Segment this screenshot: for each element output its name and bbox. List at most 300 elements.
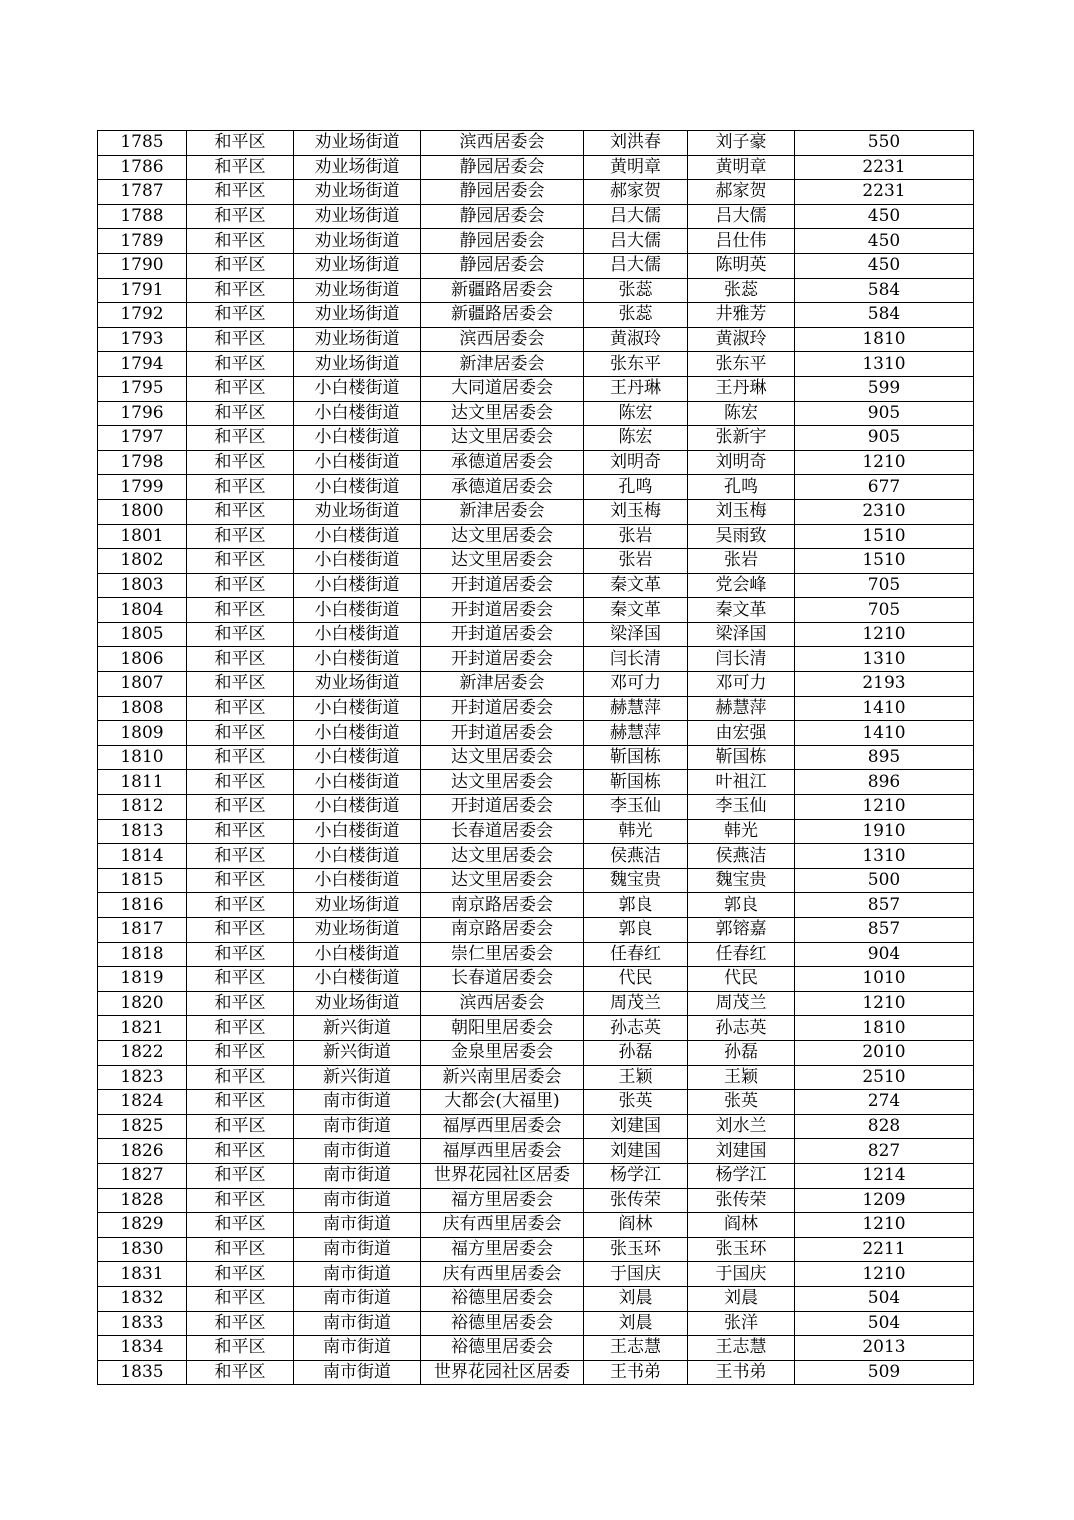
cell-street: 南市街道 <box>294 1262 421 1287</box>
cell-member: 张蕊 <box>688 278 795 303</box>
cell-applicant: 黄淑玲 <box>584 327 688 352</box>
cell-applicant: 于国庆 <box>584 1262 688 1287</box>
cell-applicant: 张传荣 <box>584 1188 688 1213</box>
cell-applicant: 王丹琳 <box>584 376 688 401</box>
table-row <box>98 745 974 770</box>
cell-applicant: 韩光 <box>584 819 688 844</box>
cell-street: 小白楼街道 <box>294 942 421 967</box>
cell-member: 代民 <box>688 967 795 992</box>
cell-applicant: 魏宝贵 <box>584 868 688 893</box>
cell-amount: 1214 <box>795 1163 974 1188</box>
cell-district: 和平区 <box>187 942 294 967</box>
cell-row-number: 1831 <box>98 1262 187 1287</box>
cell-row-number: 1819 <box>98 967 187 992</box>
table-row <box>98 1114 974 1139</box>
cell-street: 小白楼街道 <box>294 622 421 647</box>
cell-member: 侯燕洁 <box>688 844 795 869</box>
cell-amount: 2013 <box>795 1336 974 1361</box>
table-row <box>98 131 974 156</box>
cell-committee: 南京路居委会 <box>421 893 584 918</box>
cell-district: 和平区 <box>187 991 294 1016</box>
cell-committee: 承德道居委会 <box>421 475 584 500</box>
cell-street: 劝业场街道 <box>294 278 421 303</box>
cell-amount: 905 <box>795 426 974 451</box>
cell-district: 和平区 <box>187 844 294 869</box>
cell-row-number: 1817 <box>98 918 187 943</box>
cell-applicant: 梁泽国 <box>584 622 688 647</box>
cell-amount: 550 <box>795 131 974 156</box>
cell-row-number: 1787 <box>98 180 187 205</box>
cell-row-number: 1810 <box>98 745 187 770</box>
cell-committee: 开封道居委会 <box>421 598 584 623</box>
cell-amount: 1210 <box>795 795 974 820</box>
cell-applicant: 张蕊 <box>584 303 688 328</box>
cell-row-number: 1823 <box>98 1065 187 1090</box>
cell-row-number: 1792 <box>98 303 187 328</box>
cell-row-number: 1824 <box>98 1090 187 1115</box>
cell-row-number: 1788 <box>98 204 187 229</box>
cell-committee: 崇仁里居委会 <box>421 942 584 967</box>
cell-amount: 2231 <box>795 155 974 180</box>
table-row <box>98 1286 974 1311</box>
table-row <box>98 376 974 401</box>
cell-applicant: 孙磊 <box>584 1040 688 1065</box>
cell-amount: 2193 <box>795 672 974 697</box>
cell-amount: 857 <box>795 918 974 943</box>
cell-committee: 达文里居委会 <box>421 745 584 770</box>
cell-committee: 新疆路居委会 <box>421 303 584 328</box>
cell-row-number: 1835 <box>98 1360 187 1385</box>
cell-district: 和平区 <box>187 253 294 278</box>
table-row <box>98 795 974 820</box>
cell-committee: 静园居委会 <box>421 204 584 229</box>
table-row <box>98 819 974 844</box>
cell-street: 劝业场街道 <box>294 155 421 180</box>
cell-member: 赫慧萍 <box>688 696 795 721</box>
cell-street: 小白楼街道 <box>294 819 421 844</box>
cell-street: 南市街道 <box>294 1090 421 1115</box>
cell-district: 和平区 <box>187 303 294 328</box>
table-body <box>98 131 974 1385</box>
cell-row-number: 1826 <box>98 1139 187 1164</box>
cell-district: 和平区 <box>187 475 294 500</box>
cell-committee: 裕德里居委会 <box>421 1336 584 1361</box>
cell-row-number: 1800 <box>98 499 187 524</box>
cell-row-number: 1813 <box>98 819 187 844</box>
cell-applicant: 郭良 <box>584 893 688 918</box>
cell-amount: 1210 <box>795 622 974 647</box>
cell-street: 小白楼街道 <box>294 795 421 820</box>
cell-member: 黄淑玲 <box>688 327 795 352</box>
table-row <box>98 991 974 1016</box>
cell-committee: 新疆路居委会 <box>421 278 584 303</box>
cell-street: 小白楼街道 <box>294 844 421 869</box>
cell-applicant: 张东平 <box>584 352 688 377</box>
cell-row-number: 1803 <box>98 573 187 598</box>
cell-committee: 达文里居委会 <box>421 426 584 451</box>
cell-street: 劝业场街道 <box>294 180 421 205</box>
cell-street: 南市街道 <box>294 1213 421 1238</box>
cell-district: 和平区 <box>187 352 294 377</box>
cell-district: 和平区 <box>187 1311 294 1336</box>
cell-committee: 福方里居委会 <box>421 1188 584 1213</box>
cell-committee: 滨西居委会 <box>421 327 584 352</box>
cell-committee: 达文里居委会 <box>421 868 584 893</box>
table-row <box>98 868 974 893</box>
cell-row-number: 1821 <box>98 1016 187 1041</box>
cell-row-number: 1807 <box>98 672 187 697</box>
cell-member: 秦文革 <box>688 598 795 623</box>
cell-member: 于国庆 <box>688 1262 795 1287</box>
cell-street: 南市街道 <box>294 1286 421 1311</box>
cell-street: 小白楼街道 <box>294 524 421 549</box>
cell-street: 南市街道 <box>294 1360 421 1385</box>
table-row <box>98 942 974 967</box>
cell-applicant: 刘建国 <box>584 1139 688 1164</box>
cell-member: 刘建国 <box>688 1139 795 1164</box>
cell-committee: 开封道居委会 <box>421 573 584 598</box>
table-row <box>98 1065 974 1090</box>
cell-district: 和平区 <box>187 1336 294 1361</box>
table-row <box>98 918 974 943</box>
cell-applicant: 王志慧 <box>584 1336 688 1361</box>
cell-member: 张洋 <box>688 1311 795 1336</box>
cell-district: 和平区 <box>187 819 294 844</box>
cell-applicant: 秦文革 <box>584 573 688 598</box>
cell-row-number: 1827 <box>98 1163 187 1188</box>
table-row <box>98 647 974 672</box>
cell-member: 阎林 <box>688 1213 795 1238</box>
cell-district: 和平区 <box>187 327 294 352</box>
cell-district: 和平区 <box>187 204 294 229</box>
cell-applicant: 孙志英 <box>584 1016 688 1041</box>
table-row <box>98 327 974 352</box>
cell-amount: 904 <box>795 942 974 967</box>
cell-row-number: 1809 <box>98 721 187 746</box>
cell-street: 小白楼街道 <box>294 770 421 795</box>
records-table <box>97 130 974 1385</box>
cell-street: 南市街道 <box>294 1163 421 1188</box>
cell-member: 刘晨 <box>688 1286 795 1311</box>
cell-amount: 1210 <box>795 1262 974 1287</box>
cell-amount: 896 <box>795 770 974 795</box>
cell-amount: 1310 <box>795 352 974 377</box>
cell-street: 劝业场街道 <box>294 327 421 352</box>
cell-district: 和平区 <box>187 499 294 524</box>
cell-row-number: 1812 <box>98 795 187 820</box>
cell-member: 李玉仙 <box>688 795 795 820</box>
cell-member: 靳国栋 <box>688 745 795 770</box>
cell-committee: 达文里居委会 <box>421 770 584 795</box>
cell-street: 小白楼街道 <box>294 598 421 623</box>
table-row <box>98 1163 974 1188</box>
cell-committee: 大同道居委会 <box>421 376 584 401</box>
cell-district: 和平区 <box>187 1016 294 1041</box>
cell-street: 劝业场街道 <box>294 303 421 328</box>
cell-committee: 新津居委会 <box>421 352 584 377</box>
cell-applicant: 吕大儒 <box>584 204 688 229</box>
cell-member: 孔鸣 <box>688 475 795 500</box>
cell-amount: 450 <box>795 229 974 254</box>
cell-applicant: 阎林 <box>584 1213 688 1238</box>
cell-committee: 达文里居委会 <box>421 549 584 574</box>
cell-member: 张新宇 <box>688 426 795 451</box>
cell-district: 和平区 <box>187 893 294 918</box>
cell-street: 劝业场街道 <box>294 253 421 278</box>
cell-row-number: 1793 <box>98 327 187 352</box>
cell-amount: 2010 <box>795 1040 974 1065</box>
cell-committee: 静园居委会 <box>421 229 584 254</box>
cell-applicant: 杨学江 <box>584 1163 688 1188</box>
cell-amount: 509 <box>795 1360 974 1385</box>
cell-row-number: 1799 <box>98 475 187 500</box>
cell-applicant: 赫慧萍 <box>584 721 688 746</box>
cell-district: 和平区 <box>187 1114 294 1139</box>
cell-amount: 1810 <box>795 327 974 352</box>
cell-district: 和平区 <box>187 672 294 697</box>
cell-street: 南市街道 <box>294 1114 421 1139</box>
table-row <box>98 278 974 303</box>
table-row <box>98 549 974 574</box>
cell-row-number: 1822 <box>98 1040 187 1065</box>
cell-row-number: 1820 <box>98 991 187 1016</box>
cell-district: 和平区 <box>187 795 294 820</box>
cell-street: 新兴街道 <box>294 1065 421 1090</box>
cell-applicant: 陈宏 <box>584 426 688 451</box>
cell-amount: 827 <box>795 1139 974 1164</box>
cell-member: 刘水兰 <box>688 1114 795 1139</box>
table-row <box>98 721 974 746</box>
cell-district: 和平区 <box>187 450 294 475</box>
table-row <box>98 573 974 598</box>
cell-amount: 828 <box>795 1114 974 1139</box>
cell-applicant: 郝家贺 <box>584 180 688 205</box>
cell-district: 和平区 <box>187 573 294 598</box>
cell-row-number: 1828 <box>98 1188 187 1213</box>
cell-applicant: 张岩 <box>584 549 688 574</box>
cell-amount: 584 <box>795 303 974 328</box>
cell-member: 张英 <box>688 1090 795 1115</box>
cell-committee: 静园居委会 <box>421 155 584 180</box>
cell-member: 王颖 <box>688 1065 795 1090</box>
cell-row-number: 1789 <box>98 229 187 254</box>
cell-district: 和平区 <box>187 1163 294 1188</box>
cell-amount: 1209 <box>795 1188 974 1213</box>
cell-member: 陈宏 <box>688 401 795 426</box>
cell-district: 和平区 <box>187 1237 294 1262</box>
cell-row-number: 1804 <box>98 598 187 623</box>
table-row <box>98 352 974 377</box>
cell-amount: 895 <box>795 745 974 770</box>
table-row <box>98 770 974 795</box>
cell-applicant: 张岩 <box>584 524 688 549</box>
cell-applicant: 吕大儒 <box>584 253 688 278</box>
cell-street: 劝业场街道 <box>294 672 421 697</box>
cell-street: 小白楼街道 <box>294 475 421 500</box>
cell-committee: 新兴南里居委会 <box>421 1065 584 1090</box>
cell-committee: 新津居委会 <box>421 499 584 524</box>
cell-committee: 庆有西里居委会 <box>421 1262 584 1287</box>
cell-district: 和平区 <box>187 524 294 549</box>
cell-committee: 大都会(大福里) <box>421 1090 584 1115</box>
cell-applicant: 李玉仙 <box>584 795 688 820</box>
cell-row-number: 1805 <box>98 622 187 647</box>
table-row <box>98 696 974 721</box>
cell-district: 和平区 <box>187 745 294 770</box>
cell-street: 小白楼街道 <box>294 721 421 746</box>
cell-street: 劝业场街道 <box>294 229 421 254</box>
cell-committee: 福厚西里居委会 <box>421 1114 584 1139</box>
table-row <box>98 967 974 992</box>
cell-row-number: 1815 <box>98 868 187 893</box>
cell-member: 魏宝贵 <box>688 868 795 893</box>
cell-applicant: 黄明章 <box>584 155 688 180</box>
cell-amount: 2510 <box>795 1065 974 1090</box>
table-row <box>98 253 974 278</box>
cell-amount: 500 <box>795 868 974 893</box>
cell-member: 刘玉梅 <box>688 499 795 524</box>
cell-amount: 1310 <box>795 647 974 672</box>
cell-amount: 905 <box>795 401 974 426</box>
cell-row-number: 1833 <box>98 1311 187 1336</box>
cell-member: 周茂兰 <box>688 991 795 1016</box>
cell-amount: 1410 <box>795 696 974 721</box>
cell-row-number: 1795 <box>98 376 187 401</box>
cell-member: 由宏强 <box>688 721 795 746</box>
table-row <box>98 524 974 549</box>
cell-amount: 274 <box>795 1090 974 1115</box>
cell-applicant: 王颖 <box>584 1065 688 1090</box>
cell-applicant: 邓可力 <box>584 672 688 697</box>
cell-amount: 2310 <box>795 499 974 524</box>
table-row <box>98 672 974 697</box>
table-row <box>98 844 974 869</box>
cell-district: 和平区 <box>187 1286 294 1311</box>
cell-street: 小白楼街道 <box>294 376 421 401</box>
cell-member: 郭镕嘉 <box>688 918 795 943</box>
cell-district: 和平区 <box>187 1188 294 1213</box>
cell-member: 王志慧 <box>688 1336 795 1361</box>
table-row <box>98 1016 974 1041</box>
cell-row-number: 1814 <box>98 844 187 869</box>
cell-committee: 裕德里居委会 <box>421 1286 584 1311</box>
cell-street: 南市街道 <box>294 1311 421 1336</box>
cell-street: 小白楼街道 <box>294 549 421 574</box>
cell-street: 劝业场街道 <box>294 204 421 229</box>
cell-member: 叶祖江 <box>688 770 795 795</box>
cell-applicant: 刘晨 <box>584 1311 688 1336</box>
cell-amount: 1210 <box>795 1213 974 1238</box>
cell-district: 和平区 <box>187 426 294 451</box>
cell-member: 孙磊 <box>688 1040 795 1065</box>
cell-amount: 1410 <box>795 721 974 746</box>
cell-amount: 1910 <box>795 819 974 844</box>
cell-applicant: 陈宏 <box>584 401 688 426</box>
cell-row-number: 1825 <box>98 1114 187 1139</box>
cell-member: 张传荣 <box>688 1188 795 1213</box>
cell-committee: 新津居委会 <box>421 672 584 697</box>
cell-row-number: 1785 <box>98 131 187 156</box>
cell-committee: 滨西居委会 <box>421 991 584 1016</box>
cell-applicant: 代民 <box>584 967 688 992</box>
cell-street: 新兴街道 <box>294 1040 421 1065</box>
cell-committee: 庆有西里居委会 <box>421 1213 584 1238</box>
cell-street: 新兴街道 <box>294 1016 421 1041</box>
cell-row-number: 1832 <box>98 1286 187 1311</box>
cell-applicant: 张英 <box>584 1090 688 1115</box>
cell-street: 南市街道 <box>294 1237 421 1262</box>
cell-committee: 开封道居委会 <box>421 696 584 721</box>
table-row <box>98 893 974 918</box>
cell-amount: 705 <box>795 598 974 623</box>
cell-district: 和平区 <box>187 1360 294 1385</box>
table-row <box>98 229 974 254</box>
cell-member: 韩光 <box>688 819 795 844</box>
cell-street: 劝业场街道 <box>294 991 421 1016</box>
cell-applicant: 刘晨 <box>584 1286 688 1311</box>
cell-district: 和平区 <box>187 155 294 180</box>
cell-member: 吕仕伟 <box>688 229 795 254</box>
cell-district: 和平区 <box>187 1040 294 1065</box>
cell-member: 王丹琳 <box>688 376 795 401</box>
cell-applicant: 侯燕洁 <box>584 844 688 869</box>
table-row <box>98 155 974 180</box>
cell-district: 和平区 <box>187 1065 294 1090</box>
cell-member: 吕大儒 <box>688 204 795 229</box>
cell-row-number: 1791 <box>98 278 187 303</box>
cell-district: 和平区 <box>187 696 294 721</box>
cell-member: 郭良 <box>688 893 795 918</box>
cell-row-number: 1801 <box>98 524 187 549</box>
cell-amount: 1810 <box>795 1016 974 1041</box>
cell-committee: 达文里居委会 <box>421 844 584 869</box>
cell-applicant: 吕大儒 <box>584 229 688 254</box>
cell-street: 小白楼街道 <box>294 401 421 426</box>
cell-member: 吴雨致 <box>688 524 795 549</box>
cell-row-number: 1811 <box>98 770 187 795</box>
cell-member: 黄明章 <box>688 155 795 180</box>
cell-amount: 857 <box>795 893 974 918</box>
cell-applicant: 刘玉梅 <box>584 499 688 524</box>
table-row <box>98 450 974 475</box>
cell-amount: 1310 <box>795 844 974 869</box>
cell-amount: 705 <box>795 573 974 598</box>
cell-applicant: 秦文革 <box>584 598 688 623</box>
cell-amount: 504 <box>795 1311 974 1336</box>
cell-district: 和平区 <box>187 868 294 893</box>
table-row <box>98 598 974 623</box>
cell-amount: 599 <box>795 376 974 401</box>
cell-district: 和平区 <box>187 1262 294 1287</box>
table-row <box>98 499 974 524</box>
cell-member: 刘明奇 <box>688 450 795 475</box>
cell-amount: 2231 <box>795 180 974 205</box>
cell-district: 和平区 <box>187 229 294 254</box>
cell-district: 和平区 <box>187 131 294 156</box>
cell-applicant: 王书弟 <box>584 1360 688 1385</box>
cell-district: 和平区 <box>187 770 294 795</box>
table-row <box>98 1336 974 1361</box>
cell-applicant: 靳国栋 <box>584 745 688 770</box>
cell-row-number: 1816 <box>98 893 187 918</box>
cell-member: 张岩 <box>688 549 795 574</box>
cell-street: 小白楼街道 <box>294 573 421 598</box>
table-row <box>98 1213 974 1238</box>
cell-district: 和平区 <box>187 549 294 574</box>
cell-row-number: 1790 <box>98 253 187 278</box>
cell-amount: 1010 <box>795 967 974 992</box>
cell-street: 劝业场街道 <box>294 131 421 156</box>
